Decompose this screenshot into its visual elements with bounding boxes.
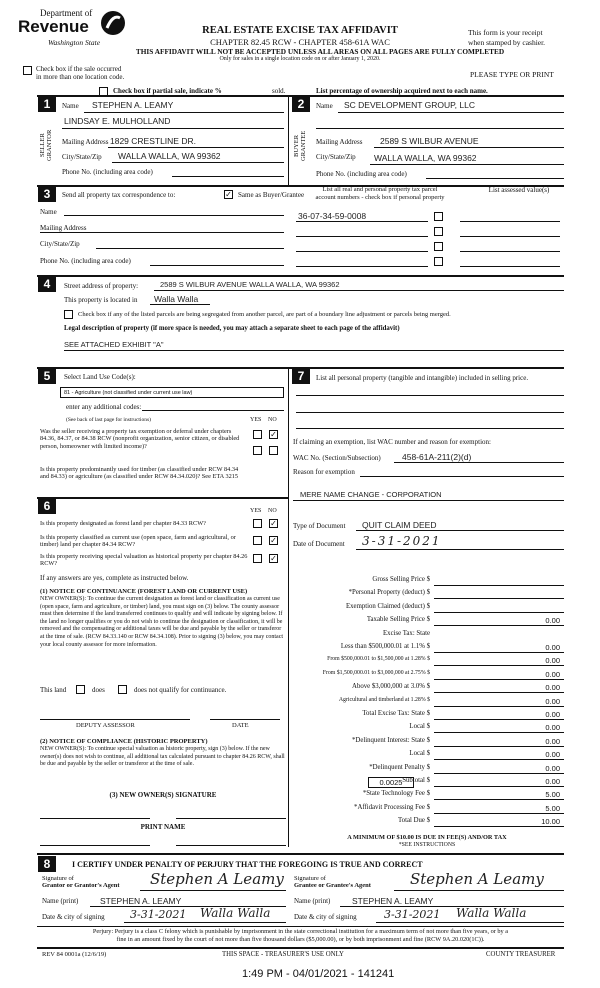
tax-row-value[interactable]: 0.00 [545, 683, 560, 693]
tax-row-line [434, 612, 564, 613]
wac-number[interactable]: 458-61A-211(2)(d) [402, 452, 472, 462]
seller-mailing-label: Mailing Address [62, 138, 109, 146]
form-rev: REV 84 0001a (12/6/19) [42, 951, 107, 958]
parcel-2-checkbox[interactable] [434, 227, 443, 236]
parcel-4-checkbox[interactable] [434, 257, 443, 266]
tax-row-value[interactable]: 0.00 [545, 750, 560, 760]
seller-side-1: SELLER [39, 133, 46, 158]
see-back-label: (See back of last page for instructions) [66, 417, 151, 423]
county-treasurer: COUNTY TREASURER [486, 951, 556, 958]
land-use-label: Select Land Use Code(s): [64, 373, 136, 381]
tax-row-line [434, 598, 564, 599]
ownership-note: List percentage of ownership acquired next to each name. [316, 87, 488, 95]
section-5-number: 5 [38, 368, 56, 384]
s5-q1-yes[interactable] [253, 430, 262, 439]
grantor-print-name[interactable]: STEPHEN A. LEAMY [100, 896, 182, 906]
s5-yes-header: YES [250, 417, 262, 423]
tax-row-label: *Delinquent Penalty $ [369, 763, 430, 771]
located-line [150, 304, 210, 305]
parcel-header-1: List all real and personal property tax parcel [322, 186, 438, 193]
tax-row-label: Excise Tax: State [383, 629, 430, 637]
doc-date-label: Date of Document [293, 540, 345, 548]
reason-label: Reason for exemption [293, 468, 355, 476]
buyer-name[interactable]: SC DEVELOPMENT GROUP, LLC [344, 100, 476, 110]
parcel-1-checkbox[interactable] [434, 212, 443, 221]
cashier-stamp: 1:49 PM - 04/01/2021 - 141241 [242, 968, 395, 980]
seller-side-2: GRANTOR [46, 129, 53, 162]
section-7-number: 7 [292, 368, 310, 384]
send-name-label: Name [40, 208, 57, 216]
street-address[interactable]: 2589 S WILBUR AVENUE WALLA WALLA, WA 99362 [160, 280, 340, 289]
buyer-phone-line [426, 178, 564, 179]
s6-question-1: Is this property designated as forest land per chapter 84.33 RCW? [40, 520, 206, 527]
frame-mid [288, 95, 289, 185]
print-name-label: PRINT NAME [140, 823, 186, 831]
perjury-note [37, 928, 564, 944]
revenue-logo-icon [100, 10, 126, 36]
does-not-checkbox[interactable] [118, 685, 127, 694]
section-4-number: 4 [38, 276, 56, 292]
buyer-city[interactable]: WALLA WALLA, WA 99362 [374, 153, 477, 163]
tax-row-label: *Personal Property (deduct) $ [348, 589, 430, 597]
tax-row-line [434, 652, 564, 653]
section-8-top [37, 853, 564, 855]
additional-codes-line [142, 410, 284, 411]
seller-side-label [39, 118, 53, 173]
parcel-line-4 [296, 266, 428, 267]
doc-date-line [356, 549, 564, 550]
new-owner-sig-label: (3) NEW OWNER(S) SIGNATURE [109, 791, 217, 799]
notice-1-title: (1) NOTICE OF CONTINUANCE (FOREST LAND OR CURRENT USE) [40, 588, 248, 595]
s6-q1-no[interactable]: ✓ [270, 519, 277, 528]
grantor-name-label: Name (print) [42, 897, 79, 905]
tax-row-line [434, 585, 564, 586]
multi-loc-line-2: in more than one location code. [36, 73, 125, 81]
minimum-note: A MINIMUM OF $10.00 IS DUE IN FEE(S) AND/OR TAX [347, 834, 507, 841]
perjury-line-2: fine in an amount fixed by the court of not more than five thousand dollars ($5,000.00), or by both imprisonment and fine (RCW 9A.20.020(1C)). [116, 936, 485, 943]
tax-row-label: Local $ [409, 723, 430, 731]
tax-row-label: Agricultural and timberland at 1.28% $ [338, 696, 430, 703]
street-label: Street address of property: [64, 282, 139, 290]
print-name-line-2 [176, 845, 286, 846]
tax-row-label: Total Excise Tax: State $ [362, 710, 430, 717]
assessed-line-3 [460, 251, 560, 252]
exemption-reason[interactable]: MERE NAME CHANGE - CORPORATION [300, 490, 442, 499]
doc-date[interactable]: 3-31-2021 [362, 534, 442, 548]
tax-row-label: Less than $500,000.01 at 1.1% $ [340, 643, 430, 650]
perjury-top [37, 926, 564, 927]
tax-row-label: Taxable Selling Price $ [366, 616, 430, 624]
grantee-sig-label-1: Signature of [294, 875, 326, 882]
grantee-name-line [340, 906, 564, 907]
tax-row-value[interactable]: 0.00 [545, 616, 560, 626]
assessed-line-4 [460, 266, 560, 267]
tax-row-value[interactable]: 0.00 [545, 656, 560, 666]
if-any-yes: If any answers are yes, complete as instructed below. [40, 574, 189, 582]
section-4-top [37, 275, 564, 277]
segregate-label: Check box if any of the listed parcels are being segregated from another parcel, are part of a boundary line adjustment or parcels being merged. [78, 311, 451, 318]
legal-label: Legal description of property (if more space is needed, you may attach a separate sheet to each page of the affidavit) [64, 325, 400, 332]
tax-row-value[interactable]: 0.00 [545, 777, 560, 786]
local-rate[interactable]: 0.0025 [368, 777, 414, 788]
footer-line [37, 947, 564, 949]
section-1-number: 1 [38, 96, 56, 112]
tax-row-value[interactable]: 0.00 [545, 696, 560, 706]
form-title: REAL ESTATE EXCISE TAX AFFIDAVIT [202, 25, 398, 36]
buyer-city-label: City/State/Zip [316, 153, 356, 161]
tax-row-label: Subtotal $ [402, 777, 430, 784]
buyer-side-label [293, 118, 307, 173]
seller-city[interactable]: WALLA WALLA, WA 99362 [118, 151, 221, 161]
s6-q3-no[interactable]: ✓ [270, 554, 277, 563]
tax-row-value[interactable]: 0.00 [545, 736, 560, 746]
this-land-label: This land [40, 686, 67, 694]
parcel-line-3 [296, 251, 428, 252]
sold-label: sold. [272, 87, 286, 95]
assessed-header: List assessed value(s) [488, 186, 550, 194]
seller-name-label: Name [62, 102, 79, 110]
seller-name-line-2 [62, 128, 284, 129]
tax-row-value[interactable]: 0.00 [545, 643, 560, 652]
grantor-sig-label [42, 875, 120, 890]
tax-row-line [434, 665, 564, 666]
see-instructions: *SEE INSTRUCTIONS [398, 842, 456, 848]
grantee-date[interactable]: 3-31-2021 [384, 908, 441, 921]
buyer-name-label: Name [316, 102, 333, 110]
parcel-3-checkbox[interactable] [434, 242, 443, 251]
doc-type[interactable]: QUIT CLAIM DEED [362, 520, 437, 530]
buyer-phone-label: Phone No. (including area code) [316, 170, 407, 178]
section-6-number: 6 [38, 498, 56, 514]
personal-line-1 [296, 395, 564, 396]
tax-row-value[interactable]: 5.00 [545, 803, 560, 813]
perjury-line-1: Perjury: Perjury is a class C felony which is punishable by imprisonment in the state correctional institution for a maximum term of not more than five years, or by a [92, 928, 509, 935]
s6-yes-header: YES [250, 508, 262, 514]
send-name-line [64, 215, 284, 216]
treasurer-space: THIS SPACE - TREASURER'S USE ONLY [222, 951, 344, 958]
grantor-city[interactable]: Walla Walla [200, 906, 271, 920]
send-phone-label: Phone No. (including area code) [40, 257, 131, 265]
section-2-number: 2 [292, 96, 310, 112]
tax-row-label: *Affidavit Processing Fee $ [354, 803, 430, 811]
legal-line-1 [64, 350, 564, 351]
tax-row-line [434, 706, 564, 707]
grantee-sig-label-2: Grantee or Grantee's Agent [294, 882, 371, 890]
tax-row-value[interactable]: 0.00 [545, 723, 560, 733]
tax-row-line [434, 692, 564, 693]
buyer-mailing-line [374, 147, 564, 148]
buyer-side-2: GRANTEE [300, 130, 307, 161]
state-line: Washington State [48, 38, 101, 47]
grantee-sig-line [394, 890, 564, 891]
section-8-number: 8 [38, 856, 56, 872]
notice-2-body: NEW OWNER(S): To continue special valuation as historic property, sign (3) below. If the new owner(s) does not wish to continue, all additional tax calculated pursuant to chapter 84.26 RCW, shall be due and payable by the seller or transferor at the time of sale. [40, 746, 285, 768]
buyer-side-1: BUYER [293, 134, 300, 157]
does-not-label: does not qualify for continuance. [134, 686, 227, 694]
notice-2-title: (2) NOTICE OF COMPLIANCE (HISTORIC PROPERTY) [40, 738, 208, 745]
segregate-checkbox[interactable] [64, 310, 73, 319]
parcel-header [300, 186, 460, 202]
assessed-line-2 [460, 236, 560, 237]
tax-row-line [434, 679, 564, 680]
tax-row-label: From $500,000.01 to $1,500,000 at 1.28% $ [327, 656, 430, 663]
legal-description[interactable]: SEE ATTACHED EXHIBIT "A" [64, 340, 164, 349]
s5-question-2: Is this property predominantly used for timber (as classified under RCW 84.34 and 84.33) or agriculture (as classified under RCW 84.34.020)? See ETA 3215 [40, 466, 239, 481]
tax-row-line [434, 719, 564, 720]
buyer-mailing-label: Mailing Address [316, 138, 363, 146]
notice-1-body: NEW OWNER(S): To continue the current designation as forest land or classification as current use (open space, farm and agriculture, or timber) land, you must sign on (3) below. The county assessor must then determine if the land transferred continues to qualify and will indicate by signing below. If the land no longer qualifies or you do not wish to continue the designation or classification, it will be removed and the compensating or additional taxes will be due and payable by the seller or transferor at the time of sale. (RCW 84.33.140 or RCW 84.34.108). Prior to signing (3) below, you may contact your local county assessor for more information. [40, 596, 284, 648]
s6-q3-yes[interactable] [253, 554, 262, 563]
certify-label: I CERTIFY UNDER PENALTY OF PERJURY THAT THE FOREGOING IS TRUE AND CORRECT [72, 860, 423, 869]
tax-row-line [434, 799, 564, 800]
receipt-line-1: This form is your receipt [468, 28, 543, 37]
buyer-mailing[interactable]: 2589 S WILBUR AVENUE [380, 136, 479, 146]
same-as-buyer-label: Same as Buyer/Grantee [238, 191, 305, 199]
print-name-line-1 [40, 845, 150, 846]
send-city-label: City/State/Zip [40, 240, 80, 248]
section-6-top [37, 497, 288, 499]
tax-row-label: *Delinquent Interest: State $ [352, 736, 430, 744]
seller-name-2[interactable]: LINDSAY E. MULHOLLAND [64, 116, 171, 126]
reason-line-1 [360, 476, 564, 477]
send-city-line [96, 248, 284, 249]
multi-loc-line-1: Check box if the sale occurred [36, 65, 122, 73]
tax-row-line [434, 826, 564, 827]
grantee-name-label: Name (print) [294, 897, 331, 905]
send-label: Send all property tax correspondence to: [62, 191, 176, 199]
new-owner-sig-line-1 [40, 818, 150, 819]
personal-line-2 [296, 412, 564, 413]
print-note: PLEASE TYPE OR PRINT [470, 70, 554, 79]
grantor-date-line [124, 922, 286, 923]
personal-line-3 [296, 428, 564, 429]
seller-mailing[interactable]: 1829 CRESTLINE DR. [110, 136, 196, 146]
grantor-date[interactable]: 3-31-2021 [130, 908, 187, 921]
seller-city-line [112, 162, 284, 163]
seller-mailing-line [108, 147, 284, 148]
parcel-header-2: account numbers - check box if personal property [315, 194, 445, 201]
buyer-city-line [370, 164, 564, 165]
tax-row-value[interactable]: 10.00 [541, 817, 560, 827]
tax-row-line [434, 746, 564, 747]
tax-row-value[interactable]: 0.00 [545, 710, 560, 719]
land-use-select[interactable]: 81 - Agriculture (not classified under current use law) [60, 387, 284, 398]
grantee-print-name[interactable]: STEPHEN A. LEAMY [352, 896, 434, 906]
doc-type-label: Type of Document [293, 522, 346, 530]
new-owner-sig-line-2 [176, 818, 286, 819]
deputy-date-label: DATE [232, 722, 249, 729]
multi-location-checkbox[interactable] [23, 66, 32, 75]
dept-line: Department of [40, 8, 93, 18]
partial-sale-label: Check box if partial sale, indicate % [113, 87, 222, 95]
s6-q2-no[interactable]: ✓ [270, 536, 277, 545]
tax-row-line [434, 773, 564, 774]
revenue-logo [18, 8, 128, 50]
same-as-buyer-checkbox[interactable]: ✓ [225, 190, 232, 199]
street-line [154, 290, 564, 291]
multi-location-label [36, 65, 124, 81]
tax-row-label: *State Technology Fee $ [362, 790, 430, 798]
tax-row-label: From $1,500,000.01 to $3,000,000 at 2.75% $ [322, 669, 430, 676]
section-5-7-divider [288, 367, 289, 847]
wac-line [394, 462, 564, 463]
s5-q2-yes[interactable] [253, 446, 262, 455]
reason-line-2 [293, 500, 564, 501]
s6-question-3: Is this property receiving special valuation as historical property per chapter 84.26 RCW? [40, 553, 248, 568]
seller-name-1[interactable]: STEPHEN A. LEAMY [92, 100, 174, 110]
grantor-signature[interactable]: Stephen A Leamy [150, 870, 284, 888]
tax-row-line [434, 786, 564, 787]
personal-property-label: List all personal property (tangible and intangible) included in selling price. [316, 374, 529, 382]
s5-no-header: NO [268, 417, 277, 423]
parcel-1[interactable]: 36-07-34-59-0008 [298, 211, 367, 221]
tax-row-label: Exemption Claimed (deduct) $ [346, 602, 430, 610]
parcel-line-2 [296, 236, 428, 237]
parcel-line-1 [296, 221, 428, 222]
located-in[interactable]: Walla Walla [154, 294, 199, 304]
does-label: does [92, 686, 105, 694]
additional-codes-label: enter any additional codes: [66, 403, 142, 411]
s6-q2-yes[interactable] [253, 536, 262, 545]
exemption-label: If claiming an exemption, list WAC number and reason for exemption: [293, 438, 491, 446]
tax-row-label: Total Due $ [398, 817, 430, 825]
send-mailing-label: Mailing Address [40, 224, 87, 232]
tax-row-line [434, 625, 564, 626]
form-subwarning: Only for sales in a single location code on or after January 1, 2020. [219, 56, 381, 62]
grantee-city[interactable]: Walla Walla [456, 906, 527, 920]
seller-phone-label: Phone No. (including area code) [62, 168, 153, 176]
s5-q1-no[interactable]: ✓ [270, 430, 277, 439]
seller-name-line-1 [84, 112, 284, 113]
doc-type-line [356, 530, 564, 531]
does-checkbox[interactable] [76, 685, 85, 694]
assessed-line-1 [460, 221, 560, 222]
seller-phone-line [172, 176, 284, 177]
send-mailing-line [40, 232, 284, 233]
grantor-sig-line [140, 890, 286, 891]
tax-row-label: Gross Selling Price $ [372, 576, 430, 583]
grantee-sig-label [294, 875, 371, 890]
deputy-label: DEPUTY ASSESSOR [76, 722, 135, 729]
deputy-line [40, 719, 190, 720]
wac-label: WAC No. (Section/Subsection) [293, 454, 381, 462]
tax-row-label: Above $3,000,000 at 3.0% $ [352, 683, 430, 691]
send-phone-line [150, 265, 284, 266]
receipt-line-2: when stamped by cashier. [468, 38, 546, 47]
grantor-sig-label-2: Grantor or Grantor's Agent [42, 882, 120, 890]
revenue-wordmark: Revenue [18, 17, 89, 36]
buyer-name-line-1 [338, 112, 564, 113]
tax-row-line [434, 759, 564, 760]
form-chapters: CHAPTER 82.45 RCW - CHAPTER 458-61A WAC [210, 37, 390, 47]
grantor-date-label: Date & city of signing [42, 913, 105, 921]
s6-q1-yes[interactable] [253, 519, 262, 528]
buyer-name-line-2 [316, 128, 564, 129]
tax-row-value[interactable]: 5.00 [545, 790, 560, 800]
s5-q2-no[interactable] [269, 446, 278, 455]
s6-question-2: Is this property classified as current use (open space, farm and agricultural, or timber) land per chapter 84.34 RCW? [40, 534, 236, 549]
seller-city-label: City/State/Zip [62, 153, 102, 161]
grantee-signature[interactable]: Stephen A Leamy [410, 870, 544, 888]
s5-question-1: Was the seller receiving a property tax exemption or deferral under chapters 84.36, 84.37, or 84.38 RCW (nonprofit organization, senior citizen, or disabled person, homeowner with limited income)? [40, 428, 240, 450]
section-3-number: 3 [38, 186, 56, 202]
receipt-note [468, 28, 545, 48]
tax-row-label: Local $ [409, 750, 430, 758]
tax-row-value[interactable]: 0.00 [545, 763, 560, 773]
form-warning: THIS AFFIDAVIT WILL NOT BE ACCEPTED UNLESS ALL AREAS ON ALL PAGES ARE FULLY COMPLETED [135, 47, 505, 56]
grantor-sig-label-1: Signature of [42, 875, 74, 882]
tax-row-value[interactable]: 0.00 [545, 669, 560, 679]
grantee-date-label: Date & city of signing [294, 913, 357, 921]
tax-row-line [434, 813, 564, 814]
s6-no-header: NO [268, 508, 277, 514]
tax-row-line [434, 732, 564, 733]
deputy-date-line [210, 719, 280, 720]
grantee-date-line [376, 922, 564, 923]
located-label: This property is located in [64, 296, 138, 304]
